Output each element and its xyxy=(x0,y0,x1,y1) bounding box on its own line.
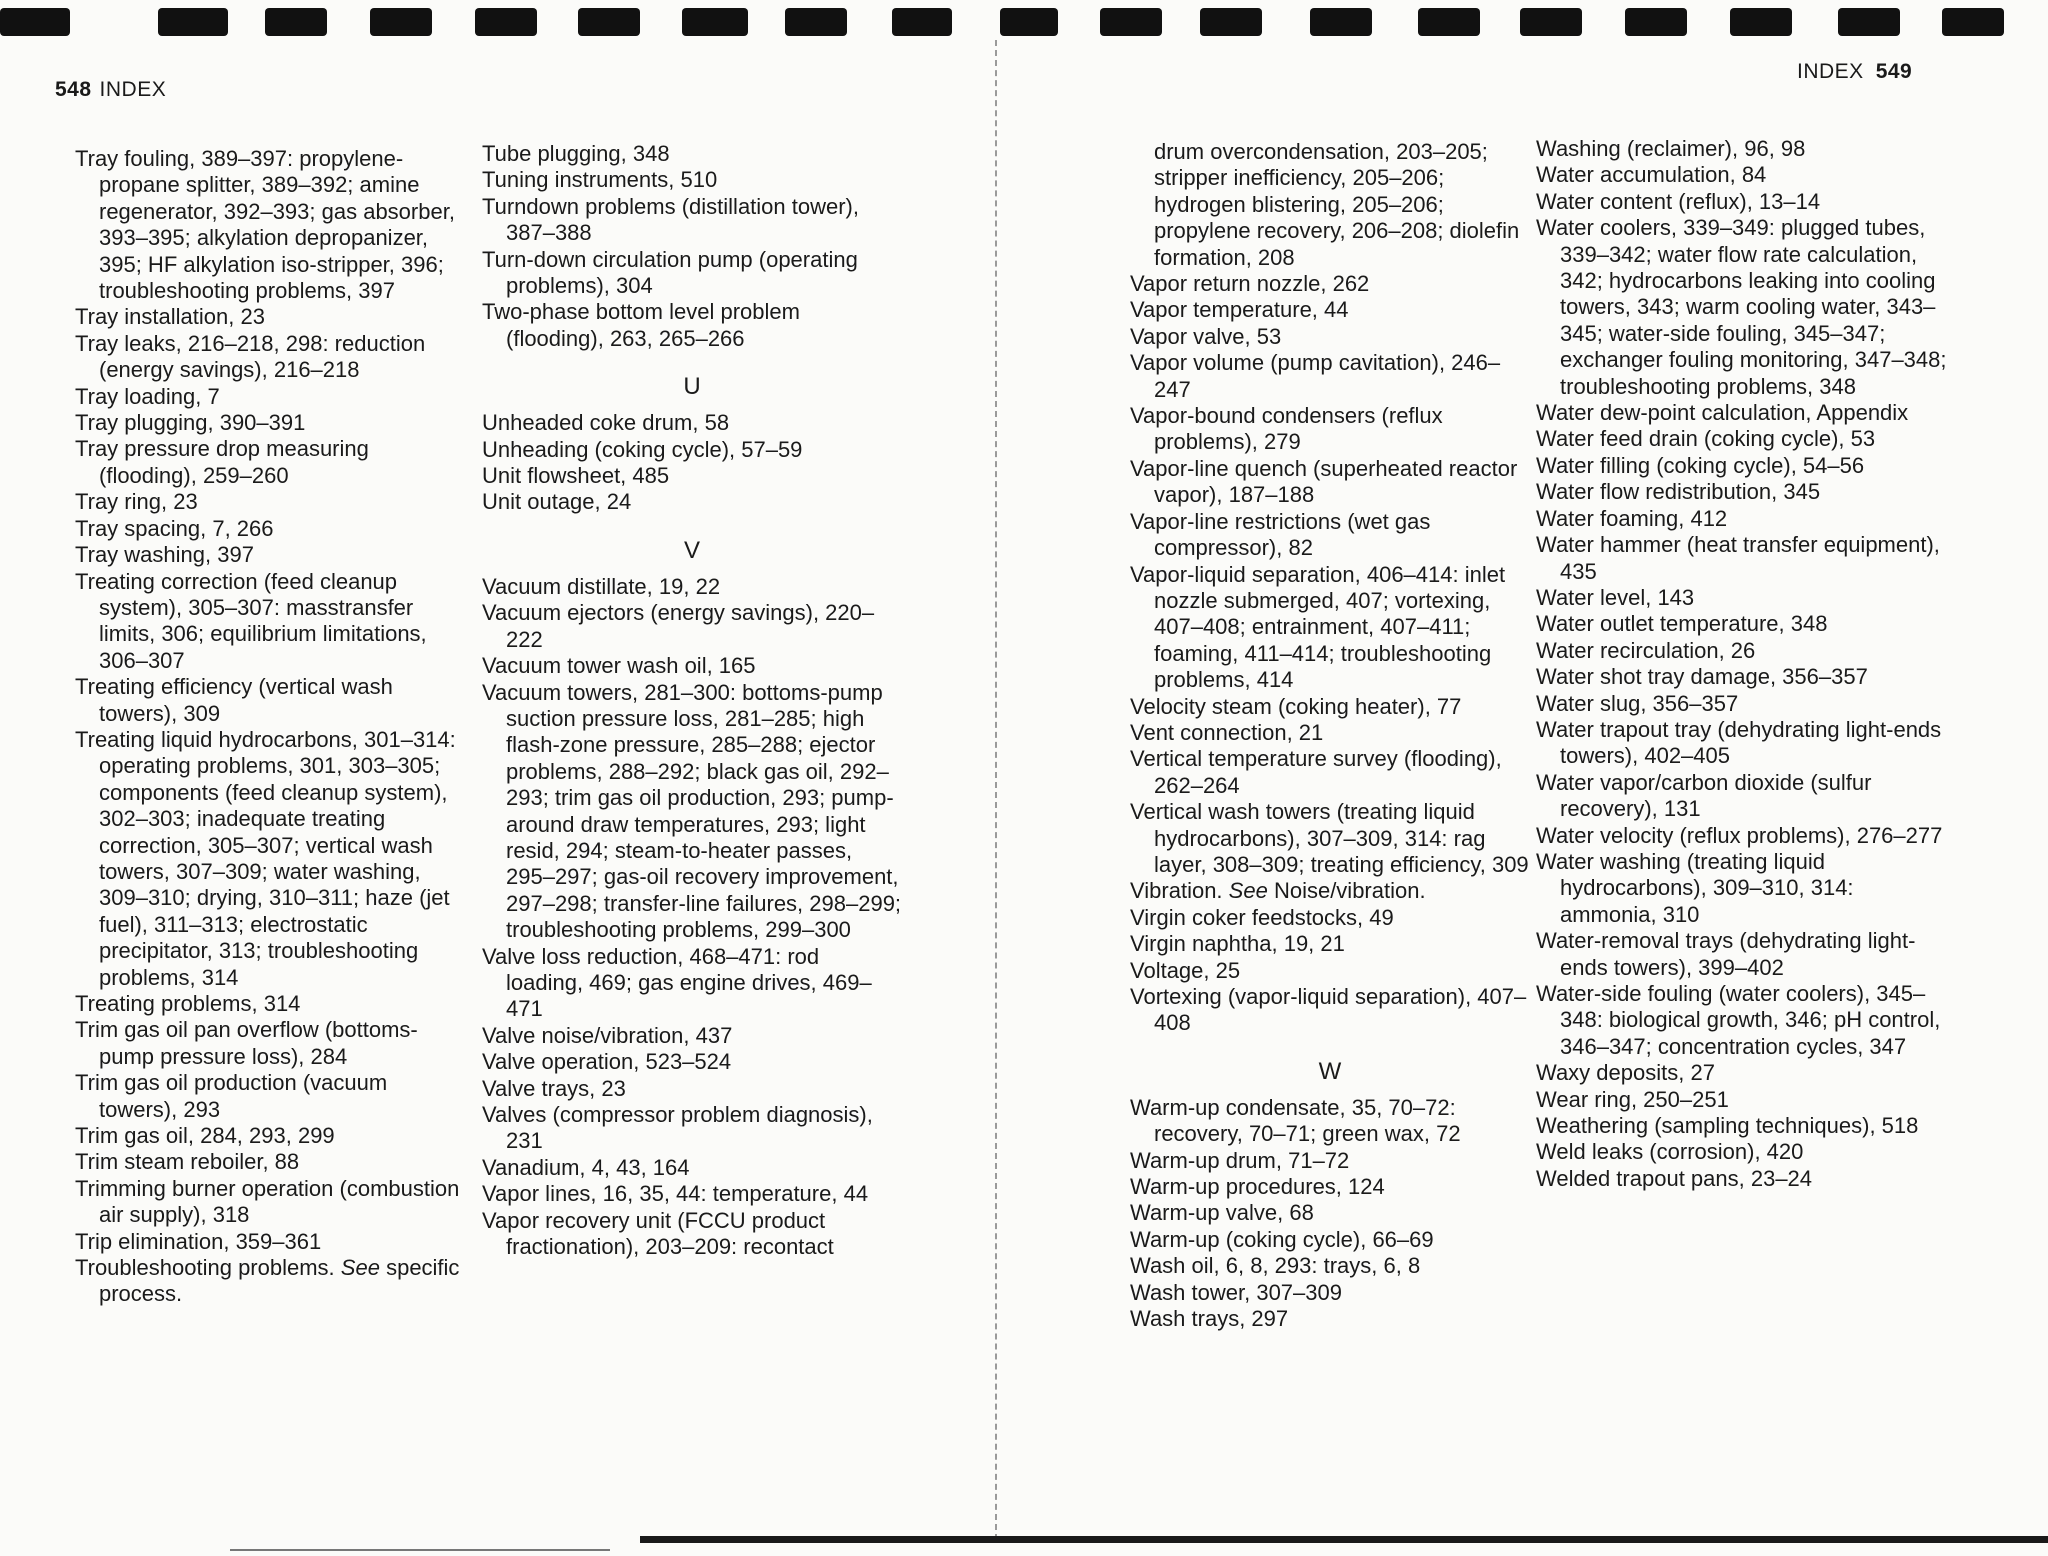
index-entry: Water flow redistribution, 345 xyxy=(1536,479,1821,505)
index-entry: Tray pressure drop measuring (flooding), 259–260 xyxy=(75,436,369,488)
index-entry: Water filling (coking cycle), 54–56 xyxy=(1536,452,1865,478)
index-entry: Trim gas oil, 284, 293, 299 xyxy=(75,1123,335,1149)
index-entry: Valve loss reduction, 468–471: rod loading, 469; gas engine drives, 469–471 xyxy=(482,943,872,1022)
index-entry: Valve operation, 523–524 xyxy=(482,1049,732,1075)
index-entry: Virgin naphtha, 19, 21 xyxy=(1130,931,1345,957)
left-page-number: 548 xyxy=(55,78,92,101)
right-page-number: 549 xyxy=(1875,60,1913,83)
punch-hole xyxy=(785,8,847,36)
index-entry: Wash trays, 297 xyxy=(1130,1306,1289,1332)
index-column-2 xyxy=(482,141,902,1260)
index-entry-continuation: drum overcondensation, 203–205; stripper inefficiency, 205–206; hydrogen blistering, 205–206; propylene recovery, 206–208; diolefin formation, 208 xyxy=(1154,139,1520,270)
punch-hole xyxy=(1942,8,2004,36)
index-entry: Water shot tray damage, 356–357 xyxy=(1536,664,1868,690)
section-letter: V xyxy=(683,536,700,564)
index-entry: Tray plugging, 390–391 xyxy=(75,410,306,436)
index-entry: Warm-up condensate, 35, 70–72: recovery, 70–71; green wax, 72 xyxy=(1130,1094,1461,1147)
index-entry: Trimming burner operation (combustion air supply), 318 xyxy=(75,1175,460,1228)
index-entry: Vent connection, 21 xyxy=(1130,719,1324,745)
index-entry: Turndown problems (distillation tower), 387–388 xyxy=(482,193,859,246)
index-entry: Water content (reflux), 13–14 xyxy=(1536,188,1821,214)
section-letter: W xyxy=(1318,1057,1342,1085)
index-column-1 xyxy=(75,146,465,1308)
index-entry: Vacuum ejectors (energy savings), 220–222 xyxy=(482,600,875,652)
punch-hole xyxy=(1200,8,1262,36)
binding-punch-holes xyxy=(0,8,2048,42)
index-entry: Velocity steam (coking heater), 77 xyxy=(1130,693,1462,719)
index-entry: Washing (reclaimer), 96, 98 xyxy=(1536,136,1806,161)
index-entry: Vertical temperature survey (flooding), 262–264 xyxy=(1130,746,1502,798)
index-entry: Tray installation, 23 xyxy=(75,304,265,330)
index-entry: Vapor temperature, 44 xyxy=(1130,297,1349,323)
index-entry: Trip elimination, 359–361 xyxy=(75,1228,322,1254)
index-entry: Vapor-liquid separation, 406–414: inlet nozzle submerged, 407; vortexing, 407–408; entrainment, 407–411; foaming, 411–414; troubleshooting problems, 414 xyxy=(1130,561,1506,693)
index-entry: Vacuum distillate, 19, 22 xyxy=(482,573,721,599)
index-entry: Vapor recovery unit (FCCU product fractionation), 203–209: recontact xyxy=(482,1207,834,1260)
punch-hole xyxy=(475,8,537,36)
index-entry: Water foaming, 412 xyxy=(1536,505,1728,531)
index-entry: Vapor lines, 16, 35, 44: temperature, 44 xyxy=(482,1181,869,1207)
index-entry: Water hammer (heat transfer equipment), 435 xyxy=(1536,532,1940,584)
bottom-edge-shadow xyxy=(640,1536,2048,1543)
index-entry: Vertical wash towers (treating liquid hydrocarbons), 307–309, 314: rag layer, 308–309; treating efficiency, 309 xyxy=(1130,799,1529,877)
index-entry: Tray spacing, 7, 266 xyxy=(75,515,274,541)
index-entry: Unit flowsheet, 485 xyxy=(482,463,670,489)
index-entry: Wear ring, 250–251 xyxy=(1536,1086,1729,1112)
punch-hole xyxy=(370,8,432,36)
index-entry: Turn-down circulation pump (operating problems), 304 xyxy=(482,246,858,299)
punch-hole xyxy=(265,8,327,36)
index-entry: Treating problems, 314 xyxy=(75,991,301,1016)
index-entry: Warm-up valve, 68 xyxy=(1130,1200,1314,1226)
index-entry: Tube plugging, 348 xyxy=(482,141,670,166)
index-entry: Weathering (sampling techniques), 518 xyxy=(1536,1113,1919,1139)
right-page-title: INDEX xyxy=(1797,60,1864,83)
index-entry: Valve trays, 23 xyxy=(482,1075,626,1101)
index-entry: Vapor volume (pump cavitation), 246–247 xyxy=(1130,350,1501,402)
index-entry xyxy=(75,1255,465,1308)
index-entry: Warm-up (coking cycle), 66–69 xyxy=(1130,1226,1434,1252)
section-letter: U xyxy=(683,373,701,401)
index-entry: Treating liquid hydrocarbons, 301–314: operating problems, 301, 303–305; components (feed cleanup system), 302–303; inadequate treating correction, 305–307; vertical wash towers, 307–309; water washing, 309–310; drying, 310–311; haze (jet fuel), 311–313; electrostatic precipitator, 313; troubleshooting problems, 314 xyxy=(75,726,456,990)
index-entry: Two-phase bottom level problem (flooding), 263, 265–266 xyxy=(482,299,800,351)
punch-hole xyxy=(1625,8,1687,36)
index-entry: Water feed drain (coking cycle), 53 xyxy=(1536,426,1876,452)
index-entry: Wash tower, 307–309 xyxy=(1130,1279,1342,1305)
right-page-header xyxy=(1797,60,1912,84)
index-entry: Trim steam reboiler, 88 xyxy=(75,1149,300,1175)
index-entry: Virgin coker feedstocks, 49 xyxy=(1130,904,1394,930)
index-entry: Vanadium, 4, 43, 164 xyxy=(482,1154,690,1180)
index-entry: Voltage, 25 xyxy=(1130,957,1241,983)
index-entry: Welded trapout pans, 23–24 xyxy=(1536,1165,1813,1191)
see-target: Noise/vibration. xyxy=(1273,878,1426,904)
index-entry: Tray leaks, 216–218, 298: reduction (energy savings), 216–218 xyxy=(75,330,426,383)
index-column-3 xyxy=(1130,139,1530,1332)
index-entry: Water dew-point calculation, Appendix xyxy=(1536,400,1909,426)
punch-hole xyxy=(158,8,228,36)
see-target: specific process. xyxy=(99,1255,460,1307)
index-entry: Vapor-line restrictions (wet gas compressor), 82 xyxy=(1130,508,1431,561)
index-entry: Water velocity (reflux problems), 276–277 xyxy=(1536,822,1943,848)
index-entry: Vapor-bound condensers (reflux problems), 279 xyxy=(1130,403,1443,455)
index-entry: Vacuum towers, 281–300: bottoms-pump suction pressure loss, 281–285; high flash-zone pressure, 285–288; ejector problems, 288–292; black gas oil, 292–293; trim gas oil production, 293; pump-around draw temperatures, 293; light resid, 294; steam-to-heater passes, 295–297; gas-oil recovery improvement, 297–298; transfer-line failures, 298–299; troubleshooting problems, 299–300 xyxy=(482,679,902,943)
punch-hole xyxy=(682,8,748,36)
index-entry: Vacuum tower wash oil, 165 xyxy=(482,653,756,679)
index-entry: Tray washing, 397 xyxy=(75,542,254,568)
index-entry: Waxy deposits, 27 xyxy=(1536,1060,1715,1086)
index-entry: Water vapor/carbon dioxide (sulfur recovery), 131 xyxy=(1536,769,1872,822)
punch-hole xyxy=(0,8,70,36)
punch-hole xyxy=(892,8,952,36)
index-entry: Vapor-line quench (superheated reactor vapor), 187–188 xyxy=(1130,455,1518,508)
entry-term: Troubleshooting problems. xyxy=(75,1255,335,1281)
page-gutter xyxy=(995,40,997,1540)
index-entry: Water level, 143 xyxy=(1536,584,1695,610)
index-entry: Weld leaks (corrosion), 420 xyxy=(1536,1139,1804,1165)
index-entry: Wash oil, 6, 8, 293: trays, 6, 8 xyxy=(1130,1253,1421,1279)
punch-hole xyxy=(1838,8,1900,36)
index-entry: Warm-up procedures, 124 xyxy=(1130,1174,1385,1200)
index-entry xyxy=(1130,878,1530,904)
index-entry: Tray fouling, 389–397: propylene-propane splitter, 389–392; amine regenerator, 392–393; gas absorber, 393–395; alkylation depropanizer, 395; HF alkylation iso-stripper, 396; troubleshooting problems, 397 xyxy=(75,146,455,304)
left-page-title: INDEX xyxy=(99,78,167,101)
see-reference: See xyxy=(1228,878,1268,904)
index-entry: Tuning instruments, 510 xyxy=(482,167,718,193)
index-entry: Tray loading, 7 xyxy=(75,383,220,409)
index-entry: Valves (compressor problem diagnosis), 231 xyxy=(482,1102,873,1154)
index-entry: Treating efficiency (vertical wash towers), 309 xyxy=(75,674,393,726)
bottom-edge-line xyxy=(230,1549,610,1551)
index-entry: Water coolers, 339–349: plugged tubes, 339–342; water flow rate calculation, 342; hydrocarbons leaking into cooling towers, 343; warm cooling water, 343–345; water-side fouling, 345–347; exchanger fouling monitoring, 347–348; troubleshooting problems, 348 xyxy=(1536,215,1947,399)
index-entry: Water outlet temperature, 348 xyxy=(1536,611,1828,637)
entry-term: Vibration. xyxy=(1130,878,1223,904)
punch-hole xyxy=(1310,8,1372,36)
index-entry: Unheaded coke drum, 58 xyxy=(482,410,730,436)
index-entry: Trim gas oil production (vacuum towers), 293 xyxy=(75,1070,388,1122)
index-entry: Vapor return nozzle, 262 xyxy=(1130,271,1370,297)
punch-hole xyxy=(578,8,640,36)
see-reference: See xyxy=(340,1255,380,1281)
index-entry: Trim gas oil pan overflow (bottoms-pump pressure loss), 284 xyxy=(75,1017,418,1069)
index-entry: Water accumulation, 84 xyxy=(1536,162,1767,188)
index-entry: Water washing (treating liquid hydrocarbons), 309–310, 314: ammonia, 310 xyxy=(1536,848,1854,927)
index-entry: Water recirculation, 26 xyxy=(1536,637,1756,663)
index-entry: Water-removal trays (dehydrating light-ends towers), 399–402 xyxy=(1536,928,1916,980)
punch-hole xyxy=(1000,8,1058,36)
left-page-header xyxy=(55,78,166,102)
index-column-4 xyxy=(1536,136,1956,1192)
index-entry: Vortexing (vapor-liquid separation), 407–408 xyxy=(1130,984,1527,1036)
punch-hole xyxy=(1100,8,1162,36)
index-entry: Unheading (coking cycle), 57–59 xyxy=(482,436,803,462)
index-entry: Water-side fouling (water coolers), 345–348: biological growth, 346; pH control, 346–347; concentration cycles, 347 xyxy=(1536,981,1941,1059)
index-entry: Water trapout tray (dehydrating light-ends towers), 402–405 xyxy=(1536,716,1942,769)
punch-hole xyxy=(1418,8,1480,36)
index-entry: Unit outage, 24 xyxy=(482,489,632,515)
index-entry: Treating correction (feed cleanup system), 305–307: masstransfer limits, 306; equilibrium limitations, 306–307 xyxy=(75,568,427,673)
index-entry: Warm-up drum, 71–72 xyxy=(1130,1147,1350,1173)
index-entry: Vapor valve, 53 xyxy=(1130,323,1282,349)
index-entry: Tray ring, 23 xyxy=(75,489,198,515)
punch-hole xyxy=(1730,8,1792,36)
punch-hole xyxy=(1520,8,1582,36)
index-entry: Valve noise/vibration, 437 xyxy=(482,1022,733,1048)
index-entry: Water slug, 356–357 xyxy=(1536,690,1739,716)
